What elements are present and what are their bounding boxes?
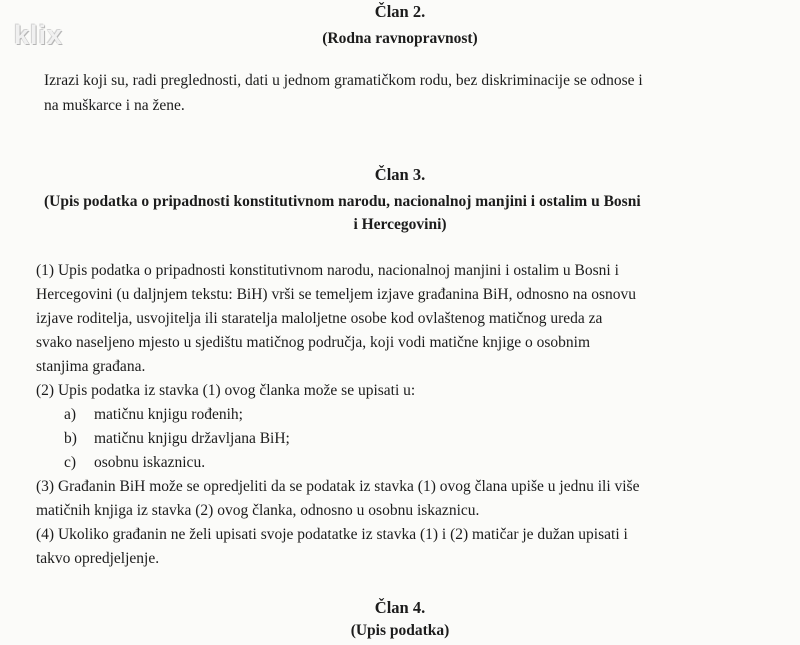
- article-3-para-1-line-1: (1) Upis podatka o pripadnosti konstitutivnom narodu, nacionalnoj manjini i ostalim u Bosni i: [36, 262, 619, 279]
- list-item-c-text: osobnu iskaznicu.: [94, 454, 206, 471]
- klix-watermark: klix: [14, 20, 64, 50]
- article-3-para-3-line-2: matičnih knjiga iz stavka (2) ovog članka, odnosno u osobnu iskaznicu.: [36, 502, 480, 519]
- article-3-para-2-intro: (2) Upis podatka iz stavka (1) ovog članka može se upisati u:: [36, 382, 416, 399]
- article-3-para-1-line-3: izjave roditelja, usvojitelja ili staratelja maloljetne osobe kod ovlaštenog matičnog ureda za: [36, 310, 603, 327]
- article-3-para-3-line-1: (3) Građanin BiH može se opredjeliti da se podatak iz stavka (1) ovog člana upiše u jednu ili više: [36, 478, 640, 495]
- list-item-c-marker: c): [64, 454, 77, 471]
- list-item-a-marker: a): [64, 406, 77, 423]
- list-item-b-text: matičnu knjigu državljana BiH;: [94, 430, 290, 447]
- article-3-para-1-line-4: svako naseljeno mjesto u sjedištu matičnog područja, koji vodi matične knjige o osobnim: [36, 334, 591, 351]
- article-3-subtitle-line-1: (Upis podatka o pripadnosti konstitutivnom narodu, nacionalnoj manjini i ostalim u Bosni: [44, 193, 641, 210]
- article-2-heading: Član 2.: [374, 2, 426, 21]
- article-3-subtitle-line-2: i Hercegovini): [353, 216, 447, 233]
- article-3-para-1-line-5: stanjima građana.: [36, 358, 146, 375]
- article-3-heading: Član 3.: [374, 165, 426, 184]
- article-2-subtitle: (Rodna ravnopravnost): [322, 30, 478, 47]
- article-4-subtitle: (Upis podatka): [350, 622, 450, 639]
- article-3-para-4-line-2: takvo opredjeljenje.: [36, 550, 160, 567]
- article-4-heading: Član 4.: [374, 598, 426, 617]
- list-item-b-marker: b): [64, 430, 77, 447]
- article-3-para-4-line-1: (4) Ukoliko građanin ne želi upisati svoje podatatke iz stavka (1) i (2) matičar je dužan upisati i: [36, 526, 628, 543]
- article-2-line-1: Izrazi koji su, radi preglednosti, dati u jednom gramatičkom rodu, bez diskriminacije se odnose i: [44, 72, 643, 89]
- article-2-line-2: na muškarce i na žene.: [44, 97, 185, 114]
- article-3-para-1-line-2: Hercegovini (u daljnjem tekstu: BiH) vrši se temeljem izjave građanina BiH, odnosno na osnovu: [36, 286, 637, 303]
- list-item-a-text: matičnu knjigu rođenih;: [94, 406, 243, 423]
